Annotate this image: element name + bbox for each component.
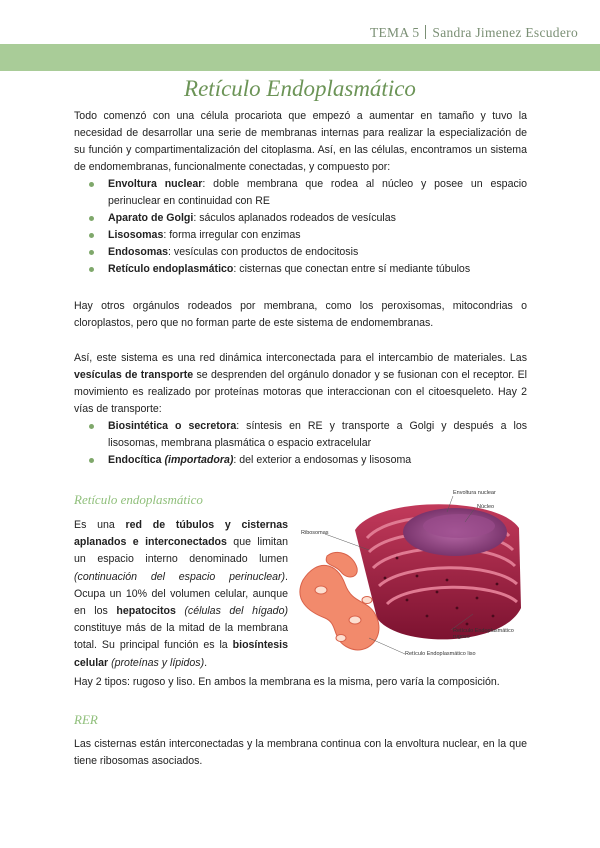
transport-paragraph: Así, este sistema es una red dinámica interconectada para el intercambio de materiales. Las vesículas de transporte se desprenden del orgánulo donador y se fusionan con el receptor. El movimiento es realizado por proteínas motoras que interaccionan con el citoesqueleto. Hay 2 vías de transporte: <box>74 352 527 415</box>
transport-list <box>74 418 527 469</box>
section-title-er: Retículo endoplasmático <box>74 492 203 507</box>
page-title: Retículo Endoplasmático <box>184 76 416 101</box>
list-item: Retículo endoplasmático: cisternas que conectan entre sí mediante túbulos <box>74 261 527 278</box>
transport-block <box>74 350 527 469</box>
header-band <box>0 44 600 71</box>
list-item: Biosintética o secretora: síntesis en RE y transporte a Golgi y después a los lisosomas, membrana plasmática o espacio extracelular <box>74 418 527 452</box>
endomembrane-list <box>74 176 527 278</box>
list-item: Aparato de Golgi: sáculos aplanados rodeados de vesículas <box>74 210 527 227</box>
list-item: Envoltura nuclear: doble membrana que rodea al núcleo y posee un espacio perinuclear en continuidad con RE <box>74 176 527 210</box>
list-item: Endosomas: vesículas con productos de endocitosis <box>74 244 527 261</box>
label-ribosomas: Ribosomas <box>301 530 329 536</box>
intro-block <box>74 108 527 278</box>
header-author: Sandra Jimenez Escudero <box>432 25 578 40</box>
label-envoltura-nuclear: Envoltura nuclear <box>453 490 496 496</box>
er-illustration <box>297 488 525 660</box>
header-separator <box>425 25 426 39</box>
label-rel: Retículo Endoplasmático liso <box>405 651 476 657</box>
intro-paragraph: Todo comenzó con una célula procariota que empezó a aumentar en tamaño y tuvo la necesidad de desarrollar una serie de membranas internas para realizar la especialización de su función y compartimentalización del citoplasma. Así, en las células, encontramos un sistema de endomembranas, funcionalmente conectadas, y compuesto por: <box>74 110 527 173</box>
er-types-line: Hay 2 tipos: rugoso y liso. En ambos la membrana es la misma, pero varía la composición. <box>74 676 500 688</box>
header-tema: TEMA 5 <box>369 25 420 40</box>
page-header <box>370 25 578 41</box>
label-rer: Retículo Endoplasmático rugoso <box>453 628 514 640</box>
label-nucleo: Núcleo <box>477 504 495 510</box>
list-item: Endocítica (importadora): del exterior a endosomas y lisosoma <box>74 452 527 469</box>
paragraph-organelles: Hay otros orgánulos rodeados por membrana, como los peroxisomas, mitocondrias o cloroplastos, pero que no forman parte de este sistema de endomembranas. <box>74 300 527 329</box>
er-paragraph: Es una red de túbulos y cisternas aplanados e interconectados que limitan un espacio interno denominado lumen (continuación del espacio perinuclear). Ocupa un 10% del volumen celular, aunque en los hepatocitos (células del hígado) constituye más de la mitad de la membrana total. Su principal función es la biosíntesis celular (proteínas y lípidos). <box>74 519 288 669</box>
section-title-rer: RER <box>74 712 98 727</box>
rer-paragraph: Las cisternas están interconectadas y la membrana continua con la envoltura nuclear, en la que tiene ribosomas asociados. <box>74 738 527 767</box>
list-item: Lisosomas: forma irregular con enzimas <box>74 227 527 244</box>
